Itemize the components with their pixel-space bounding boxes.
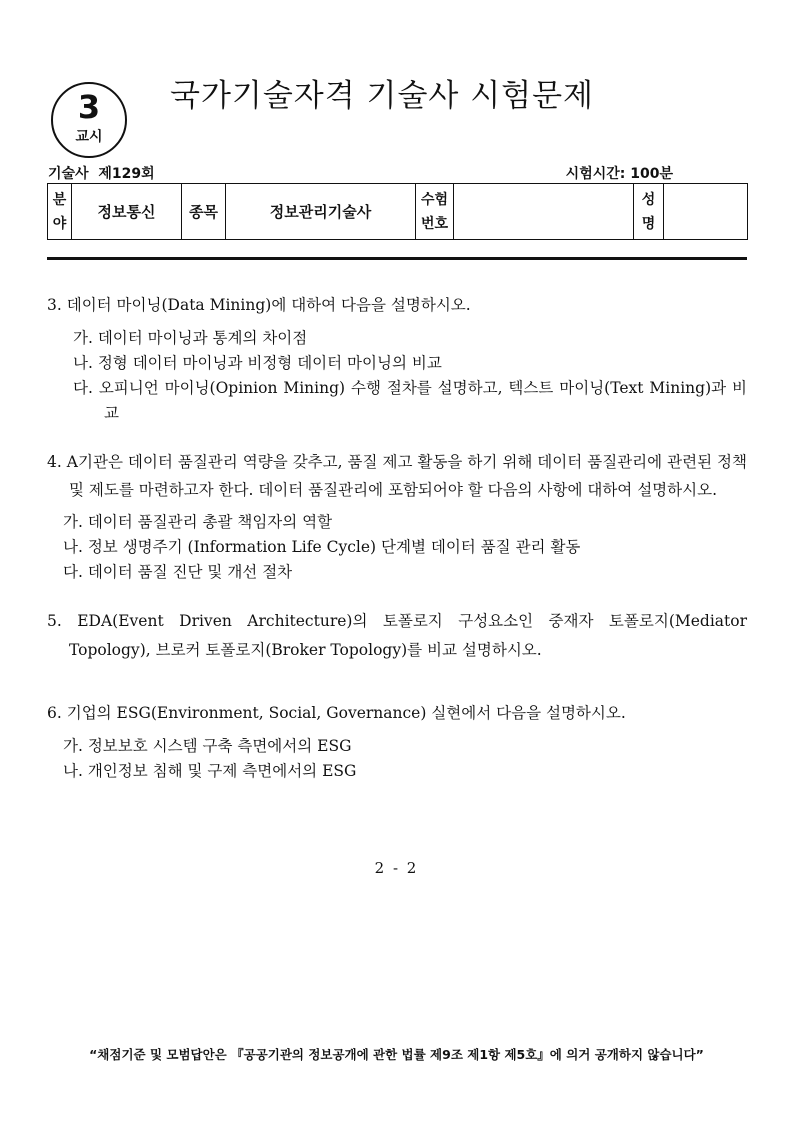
question-block [47,448,747,585]
sub-item: 다. 데이터 품질 진단 및 개선 절차 [63,563,293,581]
page-title: 국가기술자격 기술사 시험문제 [170,78,595,114]
question-text: 5. EDA(Event Driven Architecture)의 토폴로지 구성요소인 중재자 토폴로지(Mediator Topology), 브로커 토폴로지(Broker Topology)를 비교 설명하시오. [47,612,747,659]
period-label: 교시 [75,129,103,145]
question-block [47,607,747,665]
question-text: 4. A기관은 데이터 품질관리 역량을 갖추고, 품질 제고 활동을 하기 위해 데이터 품질관리에 관련된 정책 및 제도를 마련하고자 한다. 데이터 품질관리에 포함되어야 할 다음의 사항에 대하여 설명하시오. [47,453,747,499]
name-label-line-2: 명 [641,215,656,232]
footer-notice: “채점기준 및 모범답안은 『공공기관의 정보공개에 관한 법률 제9조 제1항 제5호』에 의거 공개하지 않습니다” [89,1047,704,1062]
question-text: 3. 데이터 마이닝(Data Mining)에 대하여 다음을 설명하시오. [47,296,471,314]
sub-item: 가. 데이터 품질관리 총괄 책임자의 역할 [63,513,333,531]
name-label-cell [634,184,664,240]
field-label-line-2: 야 [52,215,67,232]
sub-item: 가. 정보보호 시스템 구축 측면에서의 ESG [63,737,352,755]
category-label: 종목 [182,184,226,240]
period-badge [51,82,127,158]
page-number: 2 - 2 [374,859,419,877]
exam-info-table [47,183,748,240]
number-label-line-1: 수험 [420,191,449,208]
sub-item: 나. 정형 데이터 마이닝과 비정형 데이터 마이닝의 비교 [73,354,442,372]
question-list [47,293,747,784]
question-block [47,293,747,426]
number-label-line-2: 번호 [420,215,449,232]
sub-item: 다. 오피니언 마이닝(Opinion Mining) 수행 절차를 설명하고, 텍스트 마이닝(Text Mining)과 비교 [73,379,747,422]
period-number: 3 [77,88,101,126]
question-block [47,701,747,784]
sub-item: 나. 정보 생명주기 (Information Life Cycle) 단계별 데이터 품질 관리 활동 [63,538,581,556]
question-text: 6. 기업의 ESG(Environment, Social, Governance) 실현에서 다음을 설명하시오. [47,704,626,722]
field-label-line-1: 분 [52,191,67,208]
exam-round: 기술사 제129회 [48,166,155,182]
name-value[interactable] [664,184,748,240]
exam-time: 시험시간: 100분 [565,166,673,182]
header-divider [47,257,747,260]
category-value: 정보관리기술사 [226,184,416,240]
field-label-cell [48,184,72,240]
sub-item: 가. 데이터 마이닝과 통계의 차이점 [73,329,308,347]
name-label-line-1: 성 [641,191,656,208]
sub-item: 나. 개인정보 침해 및 구제 측면에서의 ESG [63,762,357,780]
number-value[interactable] [454,184,634,240]
exam-info-row [48,163,748,183]
field-value: 정보통신 [72,184,182,240]
number-label-cell [416,184,454,240]
